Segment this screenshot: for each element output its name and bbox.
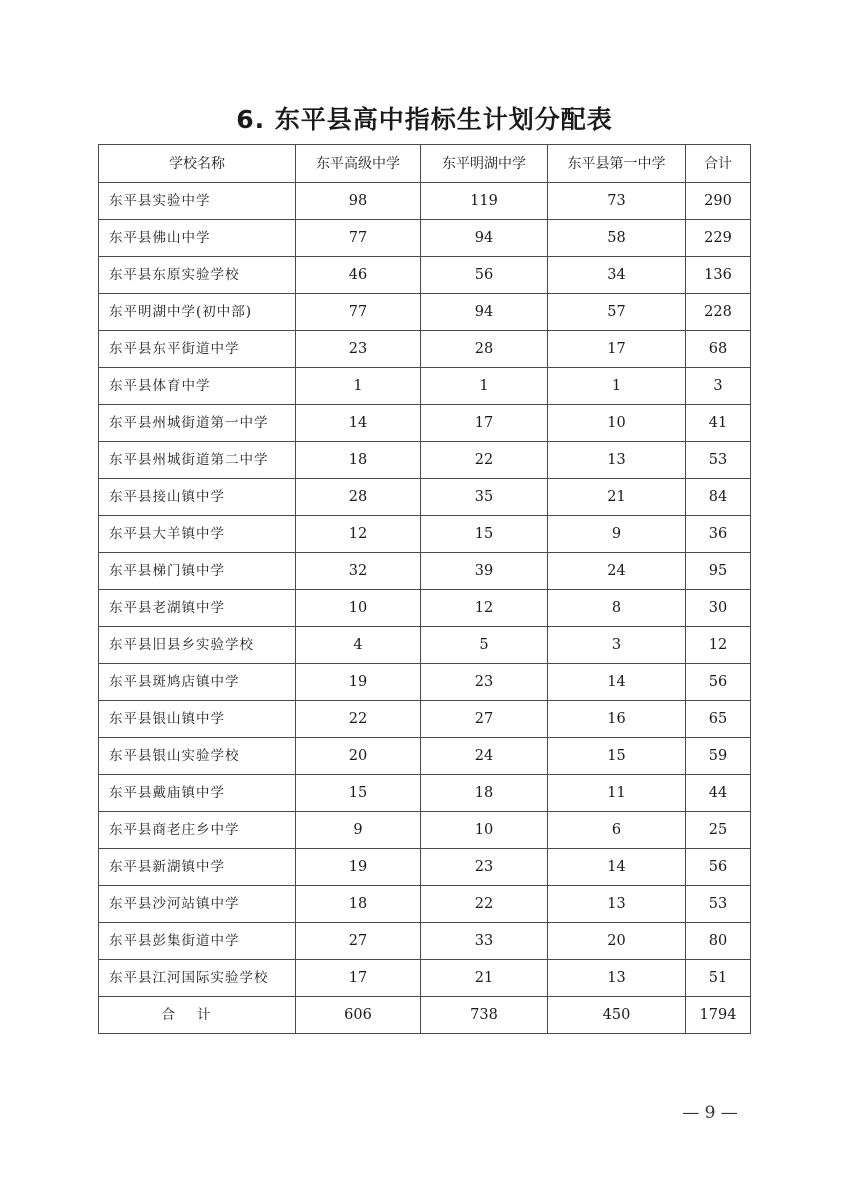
minghu-cell: 15 (421, 516, 548, 553)
school-name-cell: 东平明湖中学(初中部) (99, 294, 296, 331)
dongping-senior-cell: 19 (296, 849, 421, 886)
minghu-cell: 17 (421, 405, 548, 442)
table-total-row (99, 997, 751, 1034)
minghu-cell: 33 (421, 923, 548, 960)
table-row (99, 294, 751, 331)
row-total-cell: 53 (686, 442, 751, 479)
row-total-cell: 51 (686, 960, 751, 997)
school-name-cell: 东平县接山镇中学 (99, 479, 296, 516)
school-name-cell: 东平县沙河站镇中学 (99, 886, 296, 923)
first-high-cell: 8 (548, 590, 686, 627)
minghu-cell: 23 (421, 849, 548, 886)
dongping-senior-cell: 19 (296, 664, 421, 701)
first-high-cell: 24 (548, 553, 686, 590)
dongping-senior-cell: 27 (296, 923, 421, 960)
dongping-senior-cell: 23 (296, 331, 421, 368)
table-row (99, 627, 751, 664)
school-name-cell: 东平县梯门镇中学 (99, 553, 296, 590)
table-row (99, 368, 751, 405)
row-total-cell: 68 (686, 331, 751, 368)
row-total-cell: 59 (686, 738, 751, 775)
row-total-cell: 95 (686, 553, 751, 590)
minghu-cell: 5 (421, 627, 548, 664)
dongping-senior-cell: 1 (296, 368, 421, 405)
minghu-cell: 21 (421, 960, 548, 997)
school-name-cell: 东平县老湖镇中学 (99, 590, 296, 627)
row-total-cell: 56 (686, 849, 751, 886)
allocation-table (98, 144, 751, 1034)
row-total-cell: 228 (686, 294, 751, 331)
table-body (99, 183, 751, 1034)
header-minghu: 东平明湖中学 (421, 145, 548, 183)
school-name-cell: 东平县江河国际实验学校 (99, 960, 296, 997)
first-high-cell: 13 (548, 886, 686, 923)
table-row (99, 405, 751, 442)
first-high-cell: 58 (548, 220, 686, 257)
dongping-senior-cell: 17 (296, 960, 421, 997)
row-total-cell: 41 (686, 405, 751, 442)
minghu-cell: 12 (421, 590, 548, 627)
school-name-cell: 东平县体育中学 (99, 368, 296, 405)
minghu-cell: 22 (421, 886, 548, 923)
minghu-cell: 18 (421, 775, 548, 812)
school-name-cell: 东平县新湖镇中学 (99, 849, 296, 886)
school-name-cell: 东平县州城街道第一中学 (99, 405, 296, 442)
first-high-cell: 450 (548, 997, 686, 1034)
minghu-cell: 22 (421, 442, 548, 479)
school-name-cell: 东平县东原实验学校 (99, 257, 296, 294)
school-name-cell: 东平县东平街道中学 (99, 331, 296, 368)
total-label-cell: 合计 (99, 997, 296, 1034)
school-name-cell: 东平县彭集街道中学 (99, 923, 296, 960)
dongping-senior-cell: 20 (296, 738, 421, 775)
table-row (99, 849, 751, 886)
first-high-cell: 17 (548, 331, 686, 368)
row-total-cell: 36 (686, 516, 751, 553)
page-title: 6. 东平县高中指标生计划分配表 (236, 105, 613, 134)
first-high-cell: 11 (548, 775, 686, 812)
row-total-cell: 80 (686, 923, 751, 960)
first-high-cell: 6 (548, 812, 686, 849)
first-high-cell: 10 (548, 405, 686, 442)
minghu-cell: 1 (421, 368, 548, 405)
dongping-senior-cell: 77 (296, 220, 421, 257)
table-row (99, 442, 751, 479)
school-name-cell: 东平县实验中学 (99, 183, 296, 220)
row-total-cell: 53 (686, 886, 751, 923)
header-first-high: 东平县第一中学 (548, 145, 686, 183)
row-total-cell: 44 (686, 775, 751, 812)
table-row (99, 738, 751, 775)
header-dongping-senior: 东平高级中学 (296, 145, 421, 183)
minghu-cell: 738 (421, 997, 548, 1034)
dongping-senior-cell: 98 (296, 183, 421, 220)
table-row (99, 664, 751, 701)
row-total-cell: 56 (686, 664, 751, 701)
table-row (99, 479, 751, 516)
minghu-cell: 39 (421, 553, 548, 590)
dongping-senior-cell: 12 (296, 516, 421, 553)
minghu-cell: 56 (421, 257, 548, 294)
dongping-senior-cell: 606 (296, 997, 421, 1034)
table-row (99, 886, 751, 923)
minghu-cell: 28 (421, 331, 548, 368)
first-high-cell: 1 (548, 368, 686, 405)
first-high-cell: 14 (548, 849, 686, 886)
first-high-cell: 16 (548, 701, 686, 738)
first-high-cell: 14 (548, 664, 686, 701)
minghu-cell: 94 (421, 294, 548, 331)
first-high-cell: 34 (548, 257, 686, 294)
table-row (99, 960, 751, 997)
minghu-cell: 94 (421, 220, 548, 257)
dongping-senior-cell: 9 (296, 812, 421, 849)
school-name-cell: 东平县旧县乡实验学校 (99, 627, 296, 664)
table-row (99, 257, 751, 294)
minghu-cell: 10 (421, 812, 548, 849)
row-total-cell: 65 (686, 701, 751, 738)
first-high-cell: 57 (548, 294, 686, 331)
first-high-cell: 15 (548, 738, 686, 775)
dongping-senior-cell: 10 (296, 590, 421, 627)
dongping-senior-cell: 77 (296, 294, 421, 331)
school-name-cell: 东平县佛山中学 (99, 220, 296, 257)
first-high-cell: 20 (548, 923, 686, 960)
school-name-cell: 东平县戴庙镇中学 (99, 775, 296, 812)
minghu-cell: 27 (421, 701, 548, 738)
row-total-cell: 290 (686, 183, 751, 220)
first-high-cell: 13 (548, 442, 686, 479)
dongping-senior-cell: 4 (296, 627, 421, 664)
dongping-senior-cell: 22 (296, 701, 421, 738)
school-name-cell: 东平县州城街道第二中学 (99, 442, 296, 479)
table-row (99, 923, 751, 960)
row-total-cell: 1794 (686, 997, 751, 1034)
table-row (99, 183, 751, 220)
page-number: — 9 — (682, 1103, 738, 1123)
first-high-cell: 13 (548, 960, 686, 997)
first-high-cell: 3 (548, 627, 686, 664)
school-name-cell: 东平县银山实验学校 (99, 738, 296, 775)
header-total: 合计 (686, 145, 751, 183)
dongping-senior-cell: 14 (296, 405, 421, 442)
table-row (99, 516, 751, 553)
table-row (99, 812, 751, 849)
dongping-senior-cell: 46 (296, 257, 421, 294)
row-total-cell: 136 (686, 257, 751, 294)
minghu-cell: 23 (421, 664, 548, 701)
dongping-senior-cell: 18 (296, 886, 421, 923)
table-row (99, 220, 751, 257)
table-row (99, 775, 751, 812)
table-row (99, 701, 751, 738)
dongping-senior-cell: 28 (296, 479, 421, 516)
minghu-cell: 35 (421, 479, 548, 516)
minghu-cell: 119 (421, 183, 548, 220)
dongping-senior-cell: 15 (296, 775, 421, 812)
minghu-cell: 24 (421, 738, 548, 775)
row-total-cell: 30 (686, 590, 751, 627)
table-row (99, 331, 751, 368)
first-high-cell: 21 (548, 479, 686, 516)
row-total-cell: 84 (686, 479, 751, 516)
table-row (99, 553, 751, 590)
dongping-senior-cell: 18 (296, 442, 421, 479)
school-name-cell: 东平县大羊镇中学 (99, 516, 296, 553)
dongping-senior-cell: 32 (296, 553, 421, 590)
school-name-cell: 东平县斑鸠店镇中学 (99, 664, 296, 701)
header-school-name: 学校名称 (99, 145, 296, 183)
school-name-cell: 东平县商老庄乡中学 (99, 812, 296, 849)
row-total-cell: 3 (686, 368, 751, 405)
first-high-cell: 9 (548, 516, 686, 553)
row-total-cell: 12 (686, 627, 751, 664)
row-total-cell: 25 (686, 812, 751, 849)
first-high-cell: 73 (548, 183, 686, 220)
table-header-row (99, 145, 751, 183)
school-name-cell: 东平县银山镇中学 (99, 701, 296, 738)
table-row (99, 590, 751, 627)
row-total-cell: 229 (686, 220, 751, 257)
